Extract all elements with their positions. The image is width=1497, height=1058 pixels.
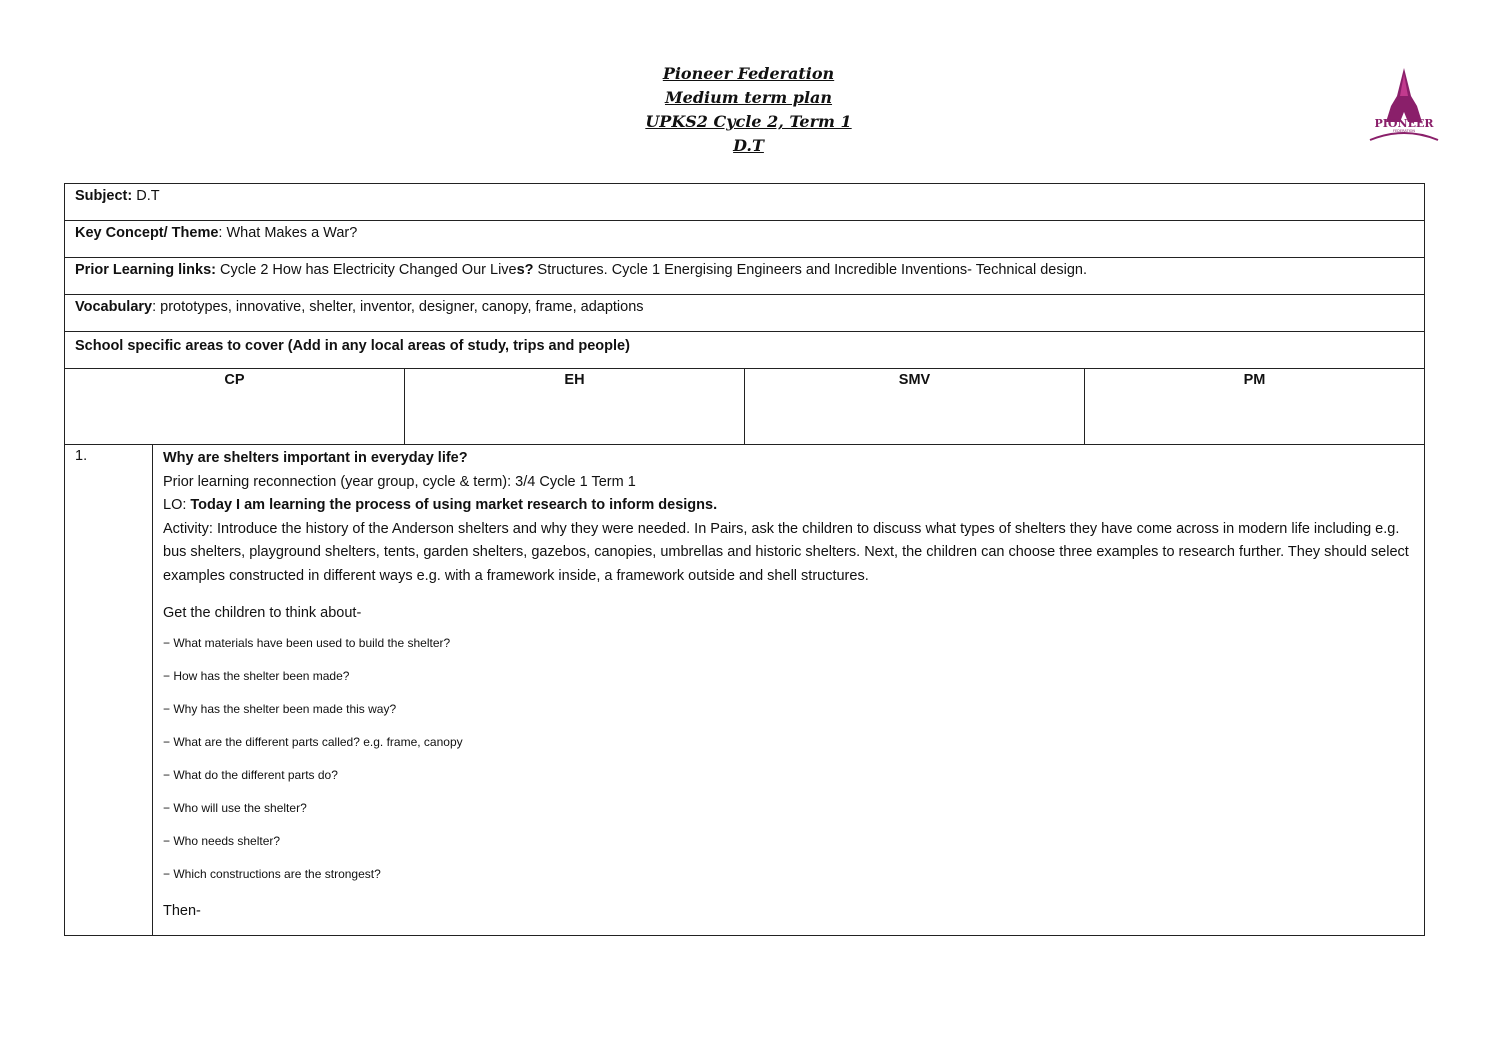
key-concept-label: Key Concept/ Theme [75,225,219,241]
subject-row [65,184,1425,221]
prior-learning-value-b: Structures. Cycle 1 Energising Engineers and Incredible Inventions- Technical design. [533,262,1087,278]
list-item: − How has the shelter been made? [163,668,350,683]
area-cp: CP [65,369,405,445]
area-eh: EH [405,369,745,445]
plan-table [64,183,1425,936]
activity-text: Activity: Introduce the history of the Anderson shelters and why they were needed. In Pairs, ask the children to discuss what types of shelters they have come across in modern life including e.g. bus shelters, playground shelters, tents, garden shelters, gazebos, canopies, umbrellas and historic shelters. Next, the children can choose three examples to research further. They should select examples constructed in different ways e.g. with a framework inside, a framework outside and shell structures. [163,520,1409,584]
cycle-term-title: UPKS2 Cycle 2, Term 1 [645,112,852,131]
lesson-number: 1. [65,445,153,936]
area-pm: PM [1085,369,1425,445]
prior-learning-value-bold: s? [516,262,534,278]
then-text: Then- [163,902,201,919]
logo-subtext: FEDERATION [1392,129,1416,133]
list-item: − What materials have been used to build the shelter? [163,635,451,650]
learning-objective [163,494,1414,518]
areas-row [65,369,1425,445]
document-header [0,62,1497,158]
key-concept-row [65,221,1425,258]
prior-learning-row [65,258,1425,295]
federation-title: Pioneer Federation [662,64,835,83]
subject-title: D.T [733,136,764,155]
pioneer-logo [1366,66,1442,144]
list-item: − What are the different parts called? e.g. frame, canopy [163,734,463,749]
question-list [163,636,1414,882]
school-specific-label: School specific areas to cover (Add in any local areas of study, trips and people) [75,338,630,354]
prior-learning-label: Prior Learning links: [75,262,216,278]
think-prompt: Get the children to think about- [163,605,362,621]
list-item: − What do the different parts do? [163,767,338,782]
prior-learning-value-a: Cycle 2 How has Electricity Changed Our Live [216,262,517,278]
area-smv: SMV [745,369,1085,445]
plan-title: Medium term plan [664,88,833,107]
vocabulary-label: Vocabulary [75,299,153,315]
list-item: − Who needs shelter? [163,833,281,848]
lesson-row [65,445,1425,936]
vocabulary-value: : prototypes, innovative, shelter, inventor, designer, canopy, frame, adaptions [152,299,644,315]
list-item: − Who will use the shelter? [163,800,307,815]
lesson-content [153,445,1425,936]
subject-value: D.T [132,188,160,204]
school-specific-row [65,332,1425,369]
subject-label: Subject: [75,188,133,204]
logo-text: PIONEER [1374,117,1434,130]
key-concept-value: : What Makes a War? [218,225,358,241]
lo-label: LO: [163,497,191,513]
list-item: − Why has the shelter been made this way? [163,701,397,716]
lo-text: Today I am learning the process of using market research to inform designs. [190,497,718,513]
list-item: − Which constructions are the strongest? [163,866,381,881]
lesson-question: Why are shelters important in everyday life? [163,450,468,466]
prior-reconnection: Prior learning reconnection (year group, cycle & term): 3/4 Cycle 1 Term 1 [163,473,636,490]
vocabulary-row [65,295,1425,332]
